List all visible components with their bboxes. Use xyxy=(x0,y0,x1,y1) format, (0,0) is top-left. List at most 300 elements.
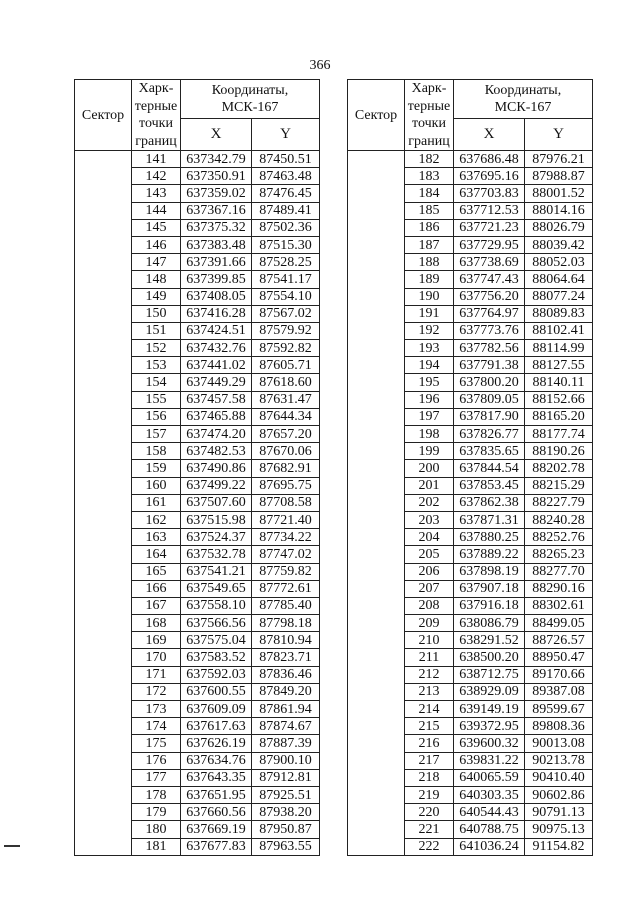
point-number-cell: 180 xyxy=(132,821,181,838)
x-cell: 639149.19 xyxy=(454,701,525,718)
x-cell: 639372.95 xyxy=(454,718,525,735)
y-cell: 90602.86 xyxy=(525,786,593,803)
table-row xyxy=(348,443,593,460)
y-cell: 87554.10 xyxy=(252,288,320,305)
table-row xyxy=(75,185,320,202)
sector-cell xyxy=(75,838,132,855)
y-cell: 87695.75 xyxy=(252,477,320,494)
point-number-cell: 185 xyxy=(405,202,454,219)
x-cell: 637499.22 xyxy=(181,477,252,494)
y-cell: 88950.47 xyxy=(525,649,593,666)
table-row xyxy=(348,701,593,718)
point-number-cell: 145 xyxy=(132,219,181,236)
points-header-line: границ xyxy=(135,133,177,149)
point-number-cell: 188 xyxy=(405,254,454,271)
x-cell: 637583.52 xyxy=(181,649,252,666)
point-number-cell: 182 xyxy=(405,151,454,168)
table-row xyxy=(348,254,593,271)
sector-cell xyxy=(75,219,132,236)
sector-cell xyxy=(348,151,405,168)
table-row xyxy=(348,340,593,357)
table-row xyxy=(75,357,320,374)
table-row xyxy=(75,563,320,580)
table-row xyxy=(75,597,320,614)
sector-cell xyxy=(348,597,405,614)
sector-cell xyxy=(348,168,405,185)
x-cell: 637651.95 xyxy=(181,786,252,803)
table-row xyxy=(348,185,593,202)
x-header: X xyxy=(181,119,252,151)
table-row xyxy=(75,494,320,511)
x-cell: 637541.21 xyxy=(181,563,252,580)
y-cell: 87605.71 xyxy=(252,357,320,374)
table-row xyxy=(75,391,320,408)
y-cell: 87489.41 xyxy=(252,202,320,219)
x-cell: 637515.98 xyxy=(181,511,252,528)
table-row xyxy=(348,580,593,597)
x-cell: 637350.91 xyxy=(181,168,252,185)
y-cell: 88026.79 xyxy=(525,219,593,236)
table-row xyxy=(75,305,320,322)
sector-cell xyxy=(348,546,405,563)
x-cell: 637482.53 xyxy=(181,443,252,460)
x-cell: 637408.05 xyxy=(181,288,252,305)
point-number-cell: 199 xyxy=(405,443,454,460)
sector-cell xyxy=(348,322,405,339)
y-header: Y xyxy=(525,119,593,151)
sector-cell xyxy=(75,649,132,666)
sector-cell xyxy=(348,494,405,511)
x-cell: 637507.60 xyxy=(181,494,252,511)
point-number-cell: 205 xyxy=(405,546,454,563)
sector-cell xyxy=(348,340,405,357)
x-cell: 637817.90 xyxy=(454,408,525,425)
sector-cell xyxy=(348,804,405,821)
table-row xyxy=(75,821,320,838)
point-number-cell: 174 xyxy=(132,718,181,735)
x-cell: 637826.77 xyxy=(454,426,525,443)
table-row xyxy=(75,683,320,700)
x-cell: 637432.76 xyxy=(181,340,252,357)
sector-cell xyxy=(75,735,132,752)
table-row xyxy=(348,735,593,752)
x-cell: 637399.85 xyxy=(181,271,252,288)
point-number-cell: 149 xyxy=(132,288,181,305)
table-row xyxy=(75,718,320,735)
x-cell: 637756.20 xyxy=(454,288,525,305)
point-number-cell: 184 xyxy=(405,185,454,202)
point-number-cell: 211 xyxy=(405,649,454,666)
sector-cell xyxy=(348,701,405,718)
x-cell: 637764.97 xyxy=(454,305,525,322)
sector-cell xyxy=(75,254,132,271)
table-row xyxy=(348,408,593,425)
points-header-line: Харк- xyxy=(138,81,174,96)
table-row xyxy=(75,529,320,546)
sector-cell xyxy=(348,271,405,288)
table-row xyxy=(75,511,320,528)
margin-mark xyxy=(4,845,20,847)
point-number-cell: 206 xyxy=(405,563,454,580)
x-cell: 637862.38 xyxy=(454,494,525,511)
sector-cell xyxy=(75,322,132,339)
x-cell: 637383.48 xyxy=(181,236,252,253)
table-row xyxy=(75,202,320,219)
point-number-cell: 141 xyxy=(132,151,181,168)
y-cell: 87759.82 xyxy=(252,563,320,580)
point-number-cell: 177 xyxy=(132,769,181,786)
point-number-cell: 219 xyxy=(405,786,454,803)
sector-cell xyxy=(348,821,405,838)
sector-cell xyxy=(75,615,132,632)
y-cell: 90791.13 xyxy=(525,804,593,821)
table-row xyxy=(348,804,593,821)
table-row xyxy=(348,649,593,666)
y-cell: 88290.16 xyxy=(525,580,593,597)
table-row xyxy=(348,357,593,374)
table-row xyxy=(348,666,593,683)
point-number-cell: 179 xyxy=(132,804,181,821)
y-cell: 88726.57 xyxy=(525,632,593,649)
sector-cell xyxy=(75,494,132,511)
point-number-cell: 146 xyxy=(132,236,181,253)
x-cell: 637782.56 xyxy=(454,340,525,357)
point-number-cell: 216 xyxy=(405,735,454,752)
table-row xyxy=(75,426,320,443)
sector-cell xyxy=(75,271,132,288)
point-number-cell: 194 xyxy=(405,357,454,374)
point-number-cell: 183 xyxy=(405,168,454,185)
y-cell: 88089.83 xyxy=(525,305,593,322)
table-row xyxy=(75,735,320,752)
x-cell: 639600.32 xyxy=(454,735,525,752)
sector-cell xyxy=(348,769,405,786)
y-cell: 91154.82 xyxy=(525,838,593,855)
y-cell: 88265.23 xyxy=(525,546,593,563)
y-cell: 88277.70 xyxy=(525,563,593,580)
y-cell: 88177.74 xyxy=(525,426,593,443)
sector-cell xyxy=(75,821,132,838)
y-cell: 87874.67 xyxy=(252,718,320,735)
table-row xyxy=(75,666,320,683)
x-cell: 637686.48 xyxy=(454,151,525,168)
sector-cell xyxy=(75,563,132,580)
y-cell: 87938.20 xyxy=(252,804,320,821)
point-number-cell: 204 xyxy=(405,529,454,546)
sector-cell xyxy=(348,288,405,305)
point-number-cell: 214 xyxy=(405,701,454,718)
y-cell: 88127.55 xyxy=(525,357,593,374)
sector-cell xyxy=(348,236,405,253)
table-row xyxy=(348,529,593,546)
y-header: Y xyxy=(252,119,320,151)
point-number-cell: 198 xyxy=(405,426,454,443)
table-row xyxy=(348,219,593,236)
y-cell: 88215.29 xyxy=(525,477,593,494)
sector-cell xyxy=(75,786,132,803)
y-cell: 88001.52 xyxy=(525,185,593,202)
table-row xyxy=(75,632,320,649)
y-cell: 88152.66 xyxy=(525,391,593,408)
x-cell: 637575.04 xyxy=(181,632,252,649)
y-cell: 87988.87 xyxy=(525,168,593,185)
y-cell: 87682.91 xyxy=(252,460,320,477)
table-row xyxy=(75,288,320,305)
y-cell: 87772.61 xyxy=(252,580,320,597)
sector-cell xyxy=(348,718,405,735)
table-header xyxy=(75,80,320,151)
sector-cell xyxy=(348,615,405,632)
y-cell: 87836.46 xyxy=(252,666,320,683)
y-cell: 87567.02 xyxy=(252,305,320,322)
x-cell: 637566.56 xyxy=(181,615,252,632)
x-cell: 637703.83 xyxy=(454,185,525,202)
sector-cell xyxy=(75,546,132,563)
x-cell: 637375.32 xyxy=(181,219,252,236)
table-row xyxy=(75,322,320,339)
table-row xyxy=(75,236,320,253)
coordinates-header xyxy=(181,80,320,119)
point-number-cell: 155 xyxy=(132,391,181,408)
y-cell: 88302.61 xyxy=(525,597,593,614)
sector-cell xyxy=(75,511,132,528)
point-number-cell: 173 xyxy=(132,701,181,718)
sector-cell xyxy=(75,408,132,425)
point-number-cell: 153 xyxy=(132,357,181,374)
point-number-cell: 201 xyxy=(405,477,454,494)
y-cell: 87515.30 xyxy=(252,236,320,253)
table-row xyxy=(348,511,593,528)
y-cell: 88190.26 xyxy=(525,443,593,460)
y-cell: 87810.94 xyxy=(252,632,320,649)
x-cell: 637773.76 xyxy=(454,322,525,339)
y-cell: 88165.20 xyxy=(525,408,593,425)
table-row xyxy=(348,786,593,803)
x-cell: 640065.59 xyxy=(454,769,525,786)
table-row xyxy=(348,271,593,288)
x-cell: 637916.18 xyxy=(454,597,525,614)
sector-cell xyxy=(348,563,405,580)
table-row xyxy=(348,322,593,339)
x-cell: 637342.79 xyxy=(181,151,252,168)
point-number-cell: 150 xyxy=(132,305,181,322)
points-header-line: терные xyxy=(134,98,178,114)
points-header-line: Харк- xyxy=(411,81,447,96)
point-number-cell: 165 xyxy=(132,563,181,580)
table-row xyxy=(348,151,593,168)
x-cell: 637669.19 xyxy=(181,821,252,838)
sector-header: Сектор xyxy=(348,80,405,151)
point-number-cell: 160 xyxy=(132,477,181,494)
y-cell: 87849.20 xyxy=(252,683,320,700)
sector-cell xyxy=(75,288,132,305)
x-cell: 637738.69 xyxy=(454,254,525,271)
x-cell: 637626.19 xyxy=(181,735,252,752)
table-row xyxy=(75,546,320,563)
sector-cell xyxy=(75,683,132,700)
point-number-cell: 220 xyxy=(405,804,454,821)
table-row xyxy=(348,546,593,563)
y-cell: 90410.40 xyxy=(525,769,593,786)
y-cell: 89599.67 xyxy=(525,701,593,718)
x-cell: 637474.20 xyxy=(181,426,252,443)
points-header-line: точки xyxy=(412,116,446,131)
points-header xyxy=(405,80,454,151)
point-number-cell: 170 xyxy=(132,649,181,666)
sector-cell xyxy=(75,374,132,391)
sector-cell xyxy=(348,391,405,408)
y-cell: 88077.24 xyxy=(525,288,593,305)
sector-cell xyxy=(75,185,132,202)
point-number-cell: 200 xyxy=(405,460,454,477)
sector-cell xyxy=(75,202,132,219)
x-cell: 638291.52 xyxy=(454,632,525,649)
y-cell: 90013.08 xyxy=(525,735,593,752)
sector-cell xyxy=(75,340,132,357)
point-number-cell: 207 xyxy=(405,580,454,597)
y-cell: 87963.55 xyxy=(252,838,320,855)
y-cell: 87950.87 xyxy=(252,821,320,838)
y-cell: 87618.60 xyxy=(252,374,320,391)
table-row xyxy=(348,683,593,700)
table-row xyxy=(348,288,593,305)
point-number-cell: 210 xyxy=(405,632,454,649)
point-number-cell: 189 xyxy=(405,271,454,288)
table-row xyxy=(348,460,593,477)
point-number-cell: 164 xyxy=(132,546,181,563)
coordinates-table-right xyxy=(347,79,593,856)
x-cell: 637524.37 xyxy=(181,529,252,546)
table-row xyxy=(75,769,320,786)
point-number-cell: 186 xyxy=(405,219,454,236)
point-number-cell: 169 xyxy=(132,632,181,649)
y-cell: 87734.22 xyxy=(252,529,320,546)
sector-cell xyxy=(75,477,132,494)
y-cell: 87463.48 xyxy=(252,168,320,185)
sector-cell xyxy=(75,168,132,185)
coordinates-header-line: МСК-167 xyxy=(494,100,552,115)
x-cell: 637721.23 xyxy=(454,219,525,236)
y-cell: 87631.47 xyxy=(252,391,320,408)
y-cell: 87721.40 xyxy=(252,511,320,528)
point-number-cell: 215 xyxy=(405,718,454,735)
table-row xyxy=(75,838,320,855)
table-row xyxy=(348,391,593,408)
point-number-cell: 212 xyxy=(405,666,454,683)
sector-cell xyxy=(348,511,405,528)
sector-cell xyxy=(348,426,405,443)
point-number-cell: 202 xyxy=(405,494,454,511)
point-number-cell: 158 xyxy=(132,443,181,460)
x-cell: 637643.35 xyxy=(181,769,252,786)
sector-cell xyxy=(348,219,405,236)
table-row xyxy=(75,254,320,271)
y-cell: 87657.20 xyxy=(252,426,320,443)
table-row xyxy=(75,580,320,597)
x-cell: 637889.22 xyxy=(454,546,525,563)
sector-cell xyxy=(348,649,405,666)
table-row xyxy=(75,460,320,477)
table-row xyxy=(348,202,593,219)
point-number-cell: 166 xyxy=(132,580,181,597)
sector-cell xyxy=(75,718,132,735)
y-cell: 88499.05 xyxy=(525,615,593,632)
x-cell: 637424.51 xyxy=(181,322,252,339)
y-cell: 87644.34 xyxy=(252,408,320,425)
coordinates-header-line: Координаты, xyxy=(211,83,289,98)
x-cell: 637634.76 xyxy=(181,752,252,769)
x-cell: 638929.09 xyxy=(454,683,525,700)
sector-cell xyxy=(75,460,132,477)
point-number-cell: 181 xyxy=(132,838,181,855)
y-cell: 88140.11 xyxy=(525,374,593,391)
sector-cell xyxy=(348,683,405,700)
table-row xyxy=(75,219,320,236)
sector-cell xyxy=(348,752,405,769)
x-cell: 637871.31 xyxy=(454,511,525,528)
table-row xyxy=(348,632,593,649)
y-cell: 87823.71 xyxy=(252,649,320,666)
x-cell: 637391.66 xyxy=(181,254,252,271)
points-header-line: точки xyxy=(139,116,173,131)
table-row xyxy=(348,752,593,769)
x-cell: 637490.86 xyxy=(181,460,252,477)
sector-cell xyxy=(348,838,405,855)
point-number-cell: 151 xyxy=(132,322,181,339)
y-cell: 88227.79 xyxy=(525,494,593,511)
y-cell: 87976.21 xyxy=(525,151,593,168)
sector-cell xyxy=(75,529,132,546)
point-number-cell: 152 xyxy=(132,340,181,357)
sector-cell xyxy=(348,529,405,546)
table-header xyxy=(348,80,593,151)
point-number-cell: 171 xyxy=(132,666,181,683)
y-cell: 87887.39 xyxy=(252,735,320,752)
table-row xyxy=(75,151,320,168)
point-number-cell: 203 xyxy=(405,511,454,528)
table-body xyxy=(348,151,593,856)
x-cell: 640303.35 xyxy=(454,786,525,803)
x-cell: 637558.10 xyxy=(181,597,252,614)
point-number-cell: 192 xyxy=(405,322,454,339)
table-row xyxy=(348,494,593,511)
point-number-cell: 208 xyxy=(405,597,454,614)
x-cell: 637617.63 xyxy=(181,718,252,735)
coordinates-header xyxy=(454,80,593,119)
x-cell: 637359.02 xyxy=(181,185,252,202)
point-number-cell: 154 xyxy=(132,374,181,391)
y-cell: 87785.40 xyxy=(252,597,320,614)
table-row xyxy=(75,649,320,666)
sector-cell xyxy=(348,443,405,460)
sector-cell xyxy=(75,769,132,786)
y-cell: 88102.41 xyxy=(525,322,593,339)
y-cell: 90213.78 xyxy=(525,752,593,769)
y-cell: 89387.08 xyxy=(525,683,593,700)
table-row xyxy=(348,769,593,786)
table-row xyxy=(75,443,320,460)
point-number-cell: 161 xyxy=(132,494,181,511)
x-cell: 637549.65 xyxy=(181,580,252,597)
point-number-cell: 175 xyxy=(132,735,181,752)
point-number-cell: 148 xyxy=(132,271,181,288)
sector-cell xyxy=(75,804,132,821)
y-cell: 87502.36 xyxy=(252,219,320,236)
x-cell: 637844.54 xyxy=(454,460,525,477)
table-row xyxy=(348,718,593,735)
y-cell: 87708.58 xyxy=(252,494,320,511)
point-number-cell: 163 xyxy=(132,529,181,546)
